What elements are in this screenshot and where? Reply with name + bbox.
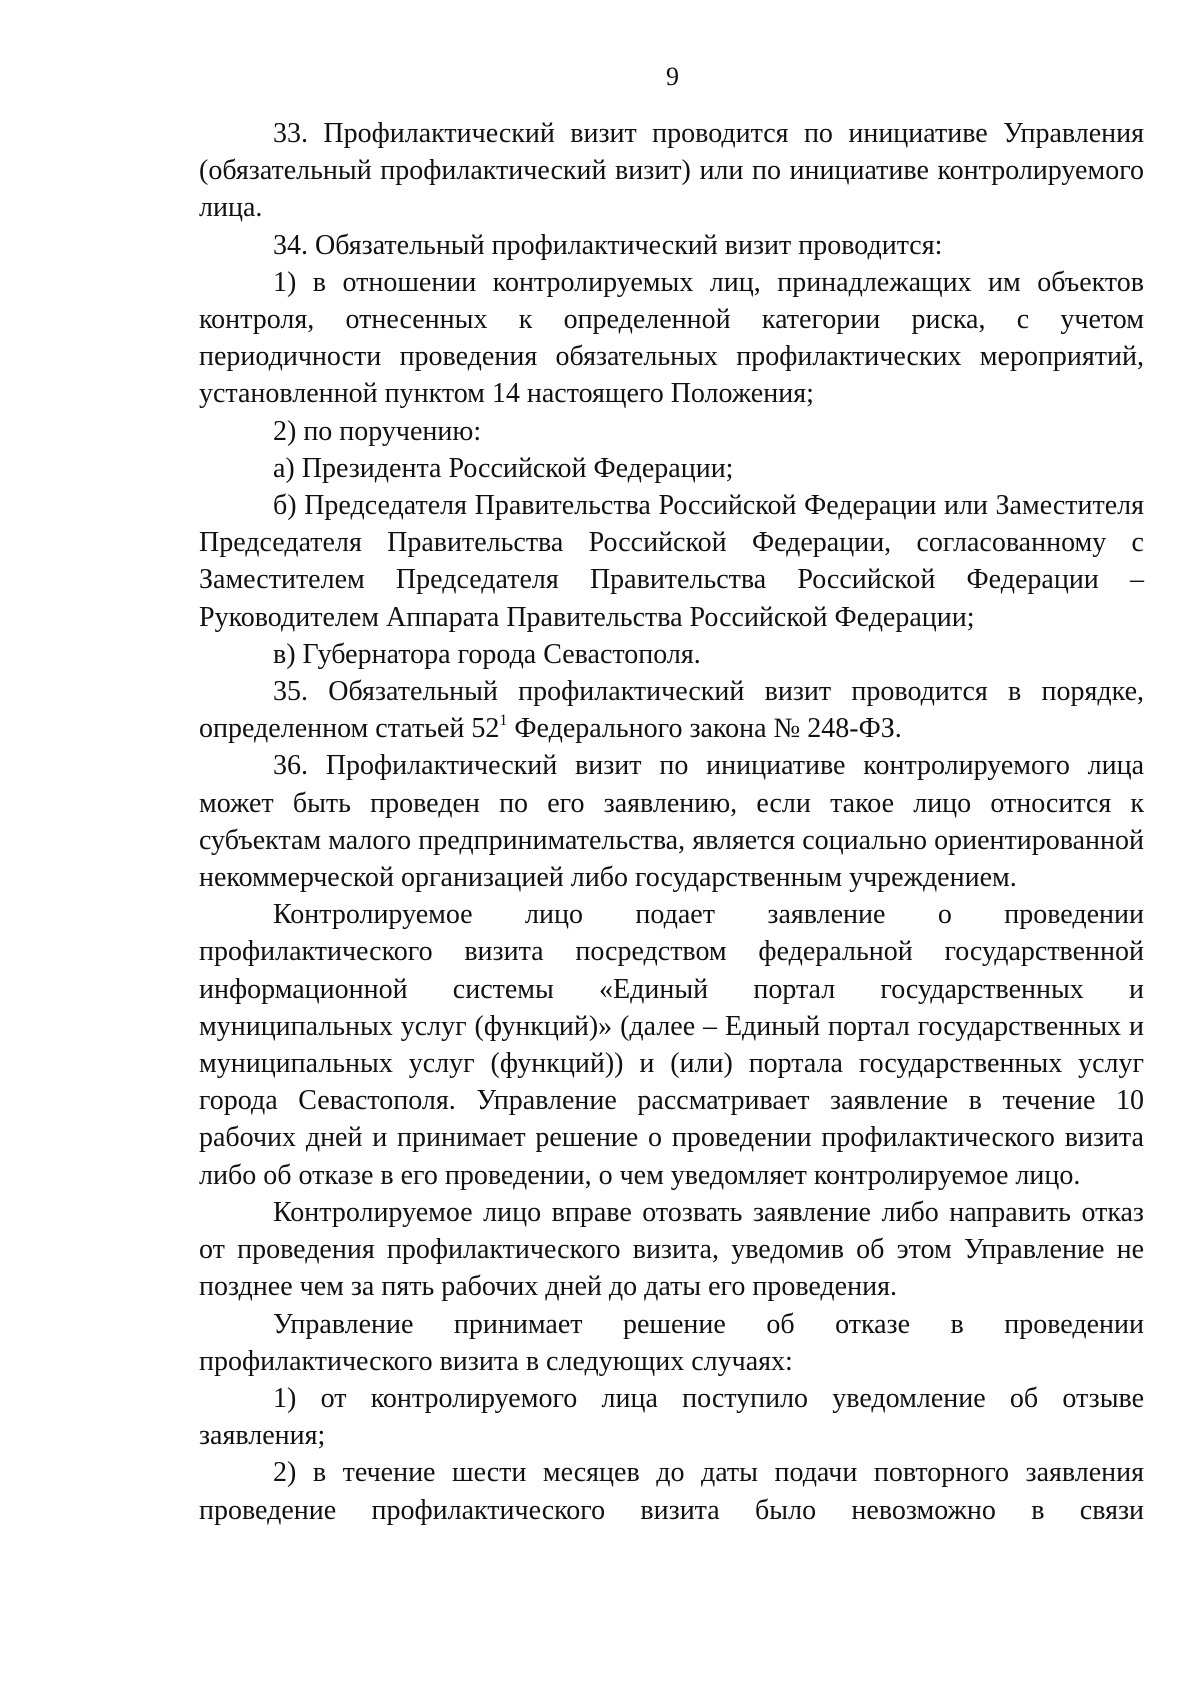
paragraph-36-refusal: Управление принимает решение об отказе в проведении профилактического визита в следующих случаях: xyxy=(199,1308,1144,1377)
paragraph-34-item-2b: б) Председателя Правительства Российской Федерации или Заместителя Председателя Правительства Российской Федерации, согласованному с Заместителем Председателя Правительства Российской Федерации – Руководителем Аппарата Правительства Российской Федерации; xyxy=(199,490,1144,633)
paragraph-36-refusal-item-2: 2) в течение шести месяцев до даты подачи повторного заявления проведение профилактического визита было невозможно в связи xyxy=(199,1457,1144,1526)
paragraph-36-application: Контролируемое лицо подает заявление о проведении профилактического визита посредством федеральной государственной информационной системы «Единый портал государственных и муниципальных услуг (функций)» (далее – Единый портал государственных и муниципальных услуг (функций)) и (или) портала государственных услуг города Севастополя. Управление рассматривает заявление в течение 10 рабочих дней и принимает решение о проведении профилактического визита либо об отказе в его проведении, о чем уведомляет контролируемое лицо. xyxy=(199,899,1144,1191)
paragraph-36-withdrawal: Контролируемое лицо вправе отозвать заявление либо направить отказ от проведения профилактического визита, уведомив об этом Управление не позднее чем за пять рабочих дней до даты его проведения. xyxy=(199,1196,1144,1303)
paragraph-36-refusal-item-1: 1) от контролируемого лица поступило уведомление об отзыве заявления; xyxy=(199,1382,1144,1452)
document-body xyxy=(199,115,1144,1529)
paragraph-34-item-1: 1) в отношении контролируемых лиц, принадлежащих им объектов контроля, отнесенных к определенной категории риска, с учетом периодичности проведения обязательных профилактических мероприятий, установленной пунктом 14 настоящего Положения; xyxy=(199,266,1144,410)
paragraph-34-item-2: 2) по поручению: xyxy=(273,415,482,447)
paragraph-35-text: 35. Обязательный профилактический визит проводится в порядке, определенном статьей 52 xyxy=(199,676,1144,745)
paragraph-34-item-2v: в) Губернатора города Севастополя. xyxy=(273,638,701,670)
page-number: 9 xyxy=(666,62,679,91)
article-superscript: 1 xyxy=(499,712,508,730)
paragraph-33: 33. Профилактический визит проводится по инициативе Управления (обязательный профилактический визит) или по инициативе контролируемого лица. xyxy=(199,118,1144,224)
paragraph-35-text-end: Федерального закона № 248-ФЗ. xyxy=(507,713,902,745)
paragraph-34-item-2a: а) Президента Российской Федерации; xyxy=(273,452,734,484)
paragraph-35 xyxy=(199,673,1144,747)
paragraph-36: 36. Профилактический визит по инициативе контролируемого лица может быть проведен по его заявлению, если такое лицо относится к субъектам малого предпринимательства, является социально ориентированной некоммерческой организацией либо государственным учреждением. xyxy=(199,750,1144,894)
paragraph-34: 34. Обязательный профилактический визит проводится: xyxy=(273,229,943,261)
